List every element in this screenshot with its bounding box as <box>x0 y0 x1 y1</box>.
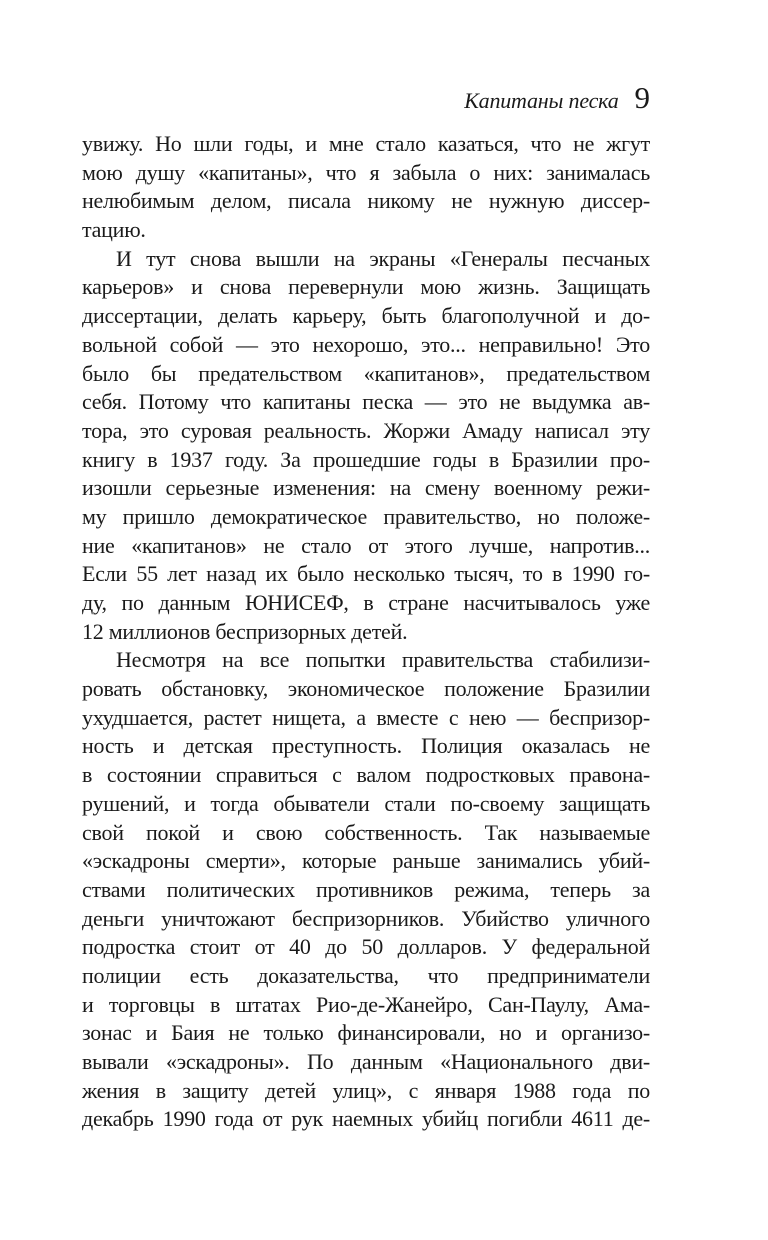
text-line: вывали «эскадроны». По данным «Национального дви- <box>82 1049 650 1074</box>
text-line: было бы предательством «капитанов», предательством <box>82 360 650 386</box>
paragraph <box>82 646 650 1134</box>
text-line: деньги уничтожают беспризорников. Убийство уличного <box>82 905 650 931</box>
paragraph <box>82 130 650 245</box>
text-line: жения в защиту детей улиц», с января 1988 года по <box>82 1077 650 1103</box>
text-line: тацию. <box>82 217 146 243</box>
text-line: рушений, и тогда обыватели стали по-своему защищать <box>82 790 650 816</box>
text-line: декабрь 1990 года от рук наемных убийц погибли 4611 де- <box>82 1106 650 1132</box>
text-line: диссертации, делать карьеру, быть благополучной и до- <box>82 303 650 329</box>
text-line: вольной собой — это нехорошо, это... неправильно! Это <box>82 331 650 357</box>
text-line: в состоянии справиться с валом подростковых правона- <box>82 762 650 788</box>
text-line: тора, это суровая реальность. Жоржи Амаду написал эту <box>82 417 650 443</box>
page-number: 9 <box>634 80 650 115</box>
text-line: мою душу «капитаны», что я забыла о них: занималась <box>82 159 650 185</box>
running-title: Капитаны песка <box>464 88 619 113</box>
text-line: и торговцы в штатах Рио-де-Жанейро, Сан-Паулу, Ама- <box>82 991 650 1017</box>
text-line: Несмотря на все попытки правительства стабилизи- <box>116 647 650 673</box>
text-line: «эскадроны смерти», которые раньше занимались убий- <box>82 848 650 874</box>
text-line: карьеров» и снова перевернули мою жизнь. Защищать <box>82 274 650 300</box>
text-line: увижу. Но шли годы, и мне стало казаться, что не жгут <box>82 131 650 156</box>
text-line: ствами политических противников режима, теперь за <box>82 876 650 902</box>
text-line: полиции есть доказательства, что предприниматели <box>82 962 650 988</box>
text-line: ние «капитанов» не стало от этого лучше, напротив... <box>82 532 650 558</box>
text-line: И тут снова вышли на экраны «Генералы песчаных <box>116 245 650 271</box>
text-line: ду, по данным ЮНИСЕФ, в стране насчитывалось уже <box>82 590 650 615</box>
text-line: 12 миллионов беспризорных детей. <box>82 618 408 644</box>
body-text <box>82 130 650 1134</box>
text-line: свой покой и свою собственность. Так называемые <box>82 819 650 845</box>
text-line: ухудшается, растет нищета, а вместе с нею — беспризор- <box>82 704 650 730</box>
running-header <box>82 80 650 120</box>
text-line: себя. Потому что капитаны песка — это не выдумка ав- <box>82 389 650 415</box>
text-line: книгу в 1937 году. За прошедшие годы в Бразилии про- <box>82 446 650 472</box>
text-line: нелюбимым делом, писала никому не нужную диссер- <box>82 188 650 214</box>
text-line: му пришло демократическое правительство, но положе- <box>82 503 650 529</box>
text-line: ность и детская преступность. Полиция оказалась не <box>82 733 650 759</box>
text-line: зонас и Баия не только финансировали, но и организо- <box>82 1020 650 1046</box>
text-line: ровать обстановку, экономическое положение Бразилии <box>82 676 650 702</box>
text-line: подростка стоит от 40 до 50 долларов. У федеральной <box>82 934 650 960</box>
text-line: Если 55 лет назад их было несколько тысяч, то в 1990 го- <box>82 561 650 587</box>
text-line: изошли серьезные изменения: на смену военному режи- <box>82 475 650 501</box>
paragraph <box>82 245 650 647</box>
